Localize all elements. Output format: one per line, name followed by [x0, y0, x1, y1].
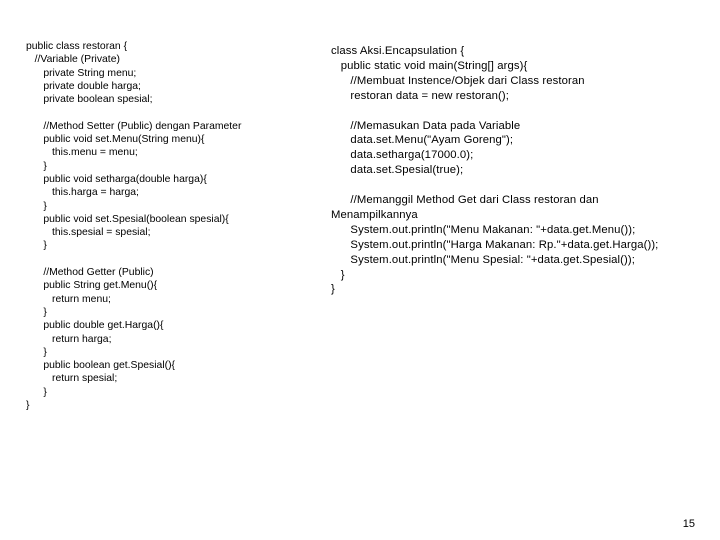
code-line: public void set.Menu(String menu){	[26, 134, 205, 146]
code-line: public String get.Menu(){	[26, 280, 158, 292]
code-line: return menu;	[26, 293, 111, 305]
code-line: }	[26, 346, 47, 358]
code-line: this.menu = menu;	[26, 147, 138, 159]
code-line: public boolean get.Spesial(){	[26, 360, 176, 372]
code-line: //Method Getter (Public)	[26, 267, 154, 279]
code-line: restoran data = new restoran();	[331, 89, 509, 102]
code-line: public static void main(String[] args){	[331, 59, 528, 72]
code-line: //Memanggil Method Get dari Class restoran dan	[331, 194, 599, 207]
code-line: data.set.Menu("Ayam Goreng");	[331, 134, 514, 147]
code-line: }	[26, 160, 47, 172]
code-line: }	[26, 240, 47, 252]
code-line: data.set.Spesial(true);	[331, 164, 464, 177]
code-line: }	[331, 283, 335, 296]
left-code-block	[26, 40, 241, 412]
code-line: return harga;	[26, 333, 112, 345]
code-line	[331, 104, 658, 119]
code-line: //Membuat Instence/Objek dari Class restoran	[331, 74, 585, 87]
code-line	[26, 253, 241, 266]
code-line: //Method Setter (Public) dengan Parameter	[26, 120, 242, 132]
code-line: //Memasukan Data pada Variable	[331, 119, 521, 132]
right-code-block	[331, 44, 658, 297]
page-number: 15	[682, 518, 695, 530]
code-line: System.out.println("Menu Spesial: "+data.get.Spesial());	[331, 253, 635, 266]
code-line: }	[26, 200, 47, 212]
code-line: }	[331, 268, 345, 281]
code-line: private String menu;	[26, 67, 137, 79]
code-line: return spesial;	[26, 373, 118, 385]
code-line: }	[26, 400, 30, 412]
code-line: public class restoran {	[26, 41, 128, 52]
code-line	[26, 106, 241, 119]
code-line: data.setharga(17000.0);	[331, 149, 474, 162]
code-line: System.out.println("Menu Makanan: "+data.get.Menu());	[331, 223, 636, 236]
code-line: }	[26, 306, 47, 318]
code-line: this.harga = harga;	[26, 187, 139, 199]
code-line: class Aksi.Encapsulation {	[331, 45, 465, 57]
code-line: public void setharga(double harga){	[26, 173, 207, 185]
code-line: public void set.Spesial(boolean spesial){	[26, 213, 229, 225]
code-line: //Variable (Private)	[26, 54, 120, 66]
code-line: private boolean spesial;	[26, 94, 153, 106]
code-line: System.out.println("Harga Makanan: Rp."+data.get.Harga());	[331, 238, 659, 251]
code-line: this.spesial = spesial;	[26, 227, 151, 239]
code-line: private double harga;	[26, 80, 141, 92]
code-line: Menampilkannya	[331, 208, 418, 221]
code-line	[331, 178, 658, 193]
code-line: public double get.Harga(){	[26, 320, 164, 332]
code-line: }	[26, 386, 47, 398]
